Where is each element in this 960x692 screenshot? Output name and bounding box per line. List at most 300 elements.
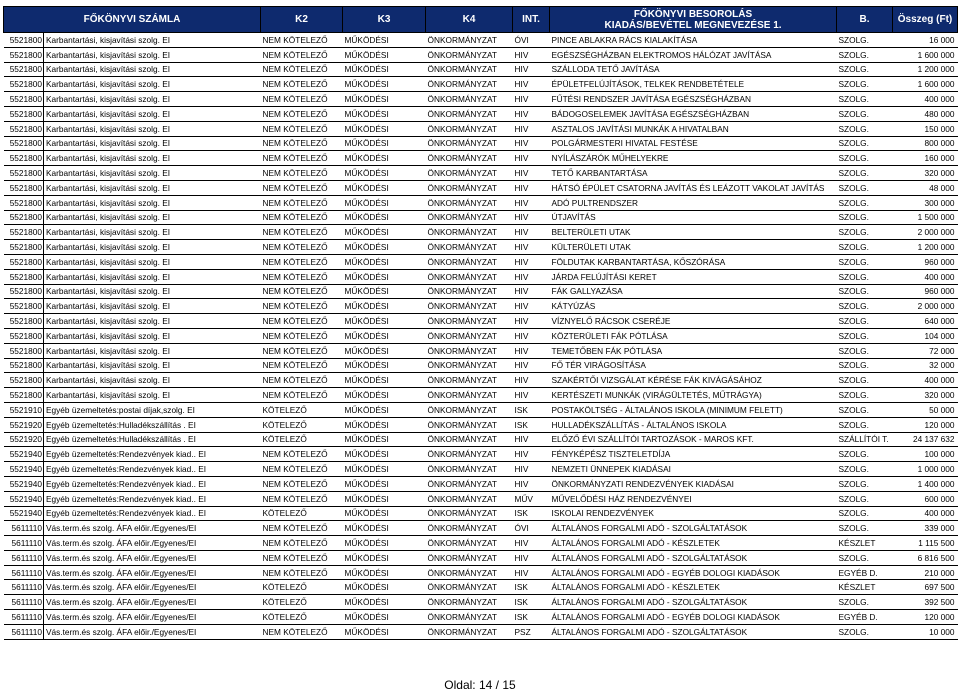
cell-description: EGÉSZSÉGHÁZBAN ELEKTROMOS HÁLÓZAT JAVÍTÁSA [550, 47, 837, 62]
cell-account-name: Karbantartási, kisjavítási szolg. EI [44, 180, 261, 195]
cell-account-code: 5521940 [4, 491, 44, 506]
table-row [4, 388, 958, 403]
cell-k4: ÖNKORMÁNYZAT [426, 447, 513, 462]
cell-int: ISK [513, 402, 550, 417]
cell-account-name: Egyéb üzemeltetés:Hulladékszállítás . EI [44, 417, 261, 432]
cell-account-name: Karbantartási, kisjavítási szolg. EI [44, 314, 261, 329]
cell-amount: 320 000 [893, 388, 958, 403]
cell-description: BÁDOGOSELEMEK JAVÍTÁSA EGÉSZSÉGHÁZBAN [550, 106, 837, 121]
cell-int: HIV [513, 328, 550, 343]
cell-description: ÁLTALÁNOS FORGALMI ADÓ - KÉSZLETEK [550, 536, 837, 551]
cell-account-name: Karbantartási, kisjavítási szolg. EI [44, 373, 261, 388]
cell-k4: ÖNKORMÁNYZAT [426, 536, 513, 551]
cell-description: FÁK GALLYAZÁSA [550, 284, 837, 299]
cell-amount: 1 200 000 [893, 62, 958, 77]
cell-k4: ÖNKORMÁNYZAT [426, 580, 513, 595]
cell-k4: ÖNKORMÁNYZAT [426, 358, 513, 373]
table-row [4, 195, 958, 210]
cell-amount: 1 400 000 [893, 476, 958, 491]
cell-k3: MŰKÖDÉSI [343, 432, 426, 447]
cell-account-code: 5521800 [4, 328, 44, 343]
cell-amount: 1 200 000 [893, 240, 958, 255]
cell-k4: ÖNKORMÁNYZAT [426, 121, 513, 136]
cell-account-name: Karbantartási, kisjavítási szolg. EI [44, 210, 261, 225]
cell-int: PSZ [513, 624, 550, 639]
cell-description: TETŐ KARBANTARTÁSA [550, 166, 837, 181]
cell-int: HIV [513, 314, 550, 329]
cell-k3: MŰKÖDÉSI [343, 462, 426, 477]
cell-amount: 50 000 [893, 402, 958, 417]
cell-account-code: 5611110 [4, 624, 44, 639]
cell-amount: 1 600 000 [893, 77, 958, 92]
cell-b: KÉSZLET [837, 580, 893, 595]
cell-k2: NEM KÖTELEZŐ [261, 195, 343, 210]
cell-int: ISK [513, 595, 550, 610]
cell-amount: 800 000 [893, 136, 958, 151]
cell-b: SZOLG. [837, 121, 893, 136]
cell-description: ASZTALOS JAVÍTÁSI MUNKÁK A HIVATALBAN [550, 121, 837, 136]
cell-k4: ÖNKORMÁNYZAT [426, 550, 513, 565]
cell-k4: ÖNKORMÁNYZAT [426, 195, 513, 210]
cell-description: ELŐZŐ ÉVI SZÁLLÍTÓI TARTOZÁSOK - MAROS KFT. [550, 432, 837, 447]
cell-amount: 640 000 [893, 314, 958, 329]
cell-account-code: 5521800 [4, 284, 44, 299]
cell-description: ÖNKORMÁNYZATI RENDEZVÉNYEK KIADÁSAI [550, 476, 837, 491]
cell-k2: NEM KÖTELEZŐ [261, 62, 343, 77]
cell-k2: KÖTELEZŐ [261, 595, 343, 610]
cell-account-code: 5521940 [4, 506, 44, 521]
cell-k4: ÖNKORMÁNYZAT [426, 624, 513, 639]
cell-b: SZOLG. [837, 269, 893, 284]
cell-account-code: 5521800 [4, 225, 44, 240]
cell-amount: 400 000 [893, 373, 958, 388]
cell-amount: 400 000 [893, 269, 958, 284]
cell-k4: ÖNKORMÁNYZAT [426, 254, 513, 269]
cell-amount: 16 000 [893, 33, 958, 48]
cell-int: ÓVI [513, 33, 550, 48]
cell-k2: NEM KÖTELEZŐ [261, 33, 343, 48]
cell-description: ÁLTALÁNOS FORGALMI ADÓ - KÉSZLETEK [550, 580, 837, 595]
cell-k3: MŰKÖDÉSI [343, 550, 426, 565]
cell-b: SZOLG. [837, 166, 893, 181]
table-row [4, 536, 958, 551]
cell-description: HULLADÉKSZÁLLÍTÁS - ÁLTALÁNOS ISKOLA [550, 417, 837, 432]
cell-k4: ÖNKORMÁNYZAT [426, 210, 513, 225]
cell-k2: KÖTELEZŐ [261, 610, 343, 625]
cell-description: FÉNYKÉPÉSZ TISZTELETDÍJA [550, 447, 837, 462]
cell-account-code: 5521800 [4, 343, 44, 358]
header-fokonyvi-szamla: FŐKÖNYVI SZÁMLA [4, 7, 261, 33]
cell-k2: NEM KÖTELEZŐ [261, 269, 343, 284]
cell-account-name: Karbantartási, kisjavítási szolg. EI [44, 284, 261, 299]
cell-account-name: Egyéb üzemeltetés:Rendezvények kiad.. EI [44, 476, 261, 491]
cell-description: ÚTJAVÍTÁS [550, 210, 837, 225]
cell-k3: MŰKÖDÉSI [343, 506, 426, 521]
cell-k3: MŰKÖDÉSI [343, 225, 426, 240]
cell-account-name: Karbantartási, kisjavítási szolg. EI [44, 33, 261, 48]
cell-account-name: Karbantartási, kisjavítási szolg. EI [44, 121, 261, 136]
cell-account-code: 5521800 [4, 358, 44, 373]
cell-int: HIV [513, 269, 550, 284]
cell-amount: 24 137 632 [893, 432, 958, 447]
cell-k3: MŰKÖDÉSI [343, 580, 426, 595]
cell-account-name: Karbantartási, kisjavítási szolg. EI [44, 195, 261, 210]
table-row [4, 92, 958, 107]
cell-k3: MŰKÖDÉSI [343, 92, 426, 107]
cell-account-code: 5521800 [4, 210, 44, 225]
cell-k2: NEM KÖTELEZŐ [261, 491, 343, 506]
cell-amount: 1 600 000 [893, 47, 958, 62]
cell-description: FÖLDUTAK KARBANTARTÁSA, KŐSZÓRÁSA [550, 254, 837, 269]
cell-description: KÁTYÚZÁS [550, 299, 837, 314]
cell-k2: NEM KÖTELEZŐ [261, 299, 343, 314]
cell-account-code: 5521920 [4, 432, 44, 447]
cell-account-code: 5521800 [4, 106, 44, 121]
cell-description: ÁLTALÁNOS FORGALMI ADÓ - SZOLGÁLTATÁSOK [550, 624, 837, 639]
cell-k3: MŰKÖDÉSI [343, 328, 426, 343]
cell-k4: ÖNKORMÁNYZAT [426, 417, 513, 432]
cell-k4: ÖNKORMÁNYZAT [426, 47, 513, 62]
cell-description: HÁTSÓ ÉPÜLET CSATORNA JAVÍTÁS ÉS LEÁZOTT VAKOLAT JAVÍTÁS [550, 180, 837, 195]
cell-account-name: Vás.term.és szolg. ÁFA előir./Egyenes/EI [44, 624, 261, 639]
cell-b: SZOLG. [837, 62, 893, 77]
cell-account-code: 5521800 [4, 299, 44, 314]
cell-account-name: Karbantartási, kisjavítási szolg. EI [44, 166, 261, 181]
table-row [4, 565, 958, 580]
cell-int: HIV [513, 121, 550, 136]
cell-int: HIV [513, 180, 550, 195]
cell-k3: MŰKÖDÉSI [343, 210, 426, 225]
cell-k3: MŰKÖDÉSI [343, 343, 426, 358]
cell-account-name: Karbantartási, kisjavítási szolg. EI [44, 225, 261, 240]
cell-k4: ÖNKORMÁNYZAT [426, 328, 513, 343]
cell-k4: ÖNKORMÁNYZAT [426, 62, 513, 77]
cell-k4: ÖNKORMÁNYZAT [426, 506, 513, 521]
cell-account-code: 5521800 [4, 240, 44, 255]
cell-description: FŰTÉSI RENDSZER JAVÍTÁSA EGÉSZSÉGHÁZBAN [550, 92, 837, 107]
cell-b: EGYÉB D. [837, 565, 893, 580]
cell-k2: KÖTELEZŐ [261, 402, 343, 417]
cell-k4: ÖNKORMÁNYZAT [426, 269, 513, 284]
cell-account-name: Karbantartási, kisjavítási szolg. EI [44, 240, 261, 255]
cell-int: HIV [513, 77, 550, 92]
cell-k4: ÖNKORMÁNYZAT [426, 402, 513, 417]
cell-k3: MŰKÖDÉSI [343, 417, 426, 432]
cell-account-name: Vás.term.és szolg. ÁFA előir./Egyenes/EI [44, 536, 261, 551]
table-row [4, 210, 958, 225]
table-row [4, 47, 958, 62]
table-row [4, 136, 958, 151]
cell-k2: NEM KÖTELEZŐ [261, 565, 343, 580]
cell-int: ISK [513, 580, 550, 595]
cell-account-code: 5521920 [4, 417, 44, 432]
table-row [4, 610, 958, 625]
table-row [4, 624, 958, 639]
header-osszeg: Összeg (Ft) [893, 7, 958, 33]
cell-k2: NEM KÖTELEZŐ [261, 476, 343, 491]
cell-k2: NEM KÖTELEZŐ [261, 136, 343, 151]
budget-table [3, 6, 958, 640]
table-row [4, 580, 958, 595]
table-row [4, 521, 958, 536]
cell-account-code: 5521940 [4, 462, 44, 477]
cell-k3: MŰKÖDÉSI [343, 447, 426, 462]
table-row [4, 343, 958, 358]
cell-k2: NEM KÖTELEZŐ [261, 328, 343, 343]
cell-description: ÁLTALÁNOS FORGALMI ADÓ - SZOLGÁLTATÁSOK [550, 521, 837, 536]
cell-k2: NEM KÖTELEZŐ [261, 240, 343, 255]
cell-int: HIV [513, 432, 550, 447]
cell-b: SZOLG. [837, 284, 893, 299]
cell-int: HIV [513, 358, 550, 373]
cell-int: HIV [513, 284, 550, 299]
cell-description: POSTAKÖLTSÉG - ÁLTALÁNOS ISKOLA (MINIMUM FELETT) [550, 402, 837, 417]
table-row [4, 121, 958, 136]
cell-k4: ÖNKORMÁNYZAT [426, 180, 513, 195]
header-k3: K3 [343, 7, 426, 33]
cell-account-name: Vás.term.és szolg. ÁFA előir./Egyenes/EI [44, 550, 261, 565]
table-row [4, 432, 958, 447]
cell-account-code: 5611110 [4, 595, 44, 610]
cell-account-name: Vás.term.és szolg. ÁFA előir./Egyenes/EI [44, 580, 261, 595]
cell-b: SZOLG. [837, 417, 893, 432]
cell-b: SZOLG. [837, 92, 893, 107]
cell-description: KÜLTERÜLETI UTAK [550, 240, 837, 255]
cell-k4: ÖNKORMÁNYZAT [426, 240, 513, 255]
table-row [4, 225, 958, 240]
cell-k4: ÖNKORMÁNYZAT [426, 521, 513, 536]
cell-int: HIV [513, 254, 550, 269]
cell-description: NYÍLÁSZÁRÓK MŰHELYEKRE [550, 151, 837, 166]
cell-int: HIV [513, 536, 550, 551]
cell-account-name: Vás.term.és szolg. ÁFA előir./Egyenes/EI [44, 521, 261, 536]
cell-k2: NEM KÖTELEZŐ [261, 624, 343, 639]
cell-b: SZOLG. [837, 77, 893, 92]
cell-account-code: 5521800 [4, 180, 44, 195]
table-row [4, 462, 958, 477]
cell-int: HIV [513, 47, 550, 62]
cell-account-code: 5521940 [4, 476, 44, 491]
cell-amount: 210 000 [893, 565, 958, 580]
cell-description: ÉPÜLETFELÚJÍTÁSOK, TELKEK RENDBETÉTELE [550, 77, 837, 92]
table-row [4, 62, 958, 77]
table-row [4, 269, 958, 284]
cell-account-name: Karbantartási, kisjavítási szolg. EI [44, 106, 261, 121]
cell-k2: NEM KÖTELEZŐ [261, 210, 343, 225]
table-row [4, 402, 958, 417]
cell-description: BELTERÜLETI UTAK [550, 225, 837, 240]
cell-b: SZÁLLÍTÓI T. [837, 432, 893, 447]
table-row [4, 373, 958, 388]
cell-k2: NEM KÖTELEZŐ [261, 225, 343, 240]
cell-account-code: 5521800 [4, 254, 44, 269]
cell-k4: ÖNKORMÁNYZAT [426, 106, 513, 121]
table-row [4, 106, 958, 121]
cell-k4: ÖNKORMÁNYZAT [426, 136, 513, 151]
cell-account-name: Karbantartási, kisjavítási szolg. EI [44, 151, 261, 166]
cell-account-code: 5521800 [4, 62, 44, 77]
cell-int: HIV [513, 62, 550, 77]
table-row [4, 447, 958, 462]
cell-amount: 1 000 000 [893, 462, 958, 477]
cell-k2: NEM KÖTELEZŐ [261, 462, 343, 477]
cell-b: SZOLG. [837, 447, 893, 462]
cell-amount: 2 000 000 [893, 225, 958, 240]
cell-account-code: 5611110 [4, 550, 44, 565]
cell-b: SZOLG. [837, 210, 893, 225]
cell-description: JÁRDA FELÚJÍTÁSI KERET [550, 269, 837, 284]
cell-k3: MŰKÖDÉSI [343, 299, 426, 314]
cell-account-code: 5521910 [4, 402, 44, 417]
header-besorolas: FŐKÖNYVI BESOROLÁS KIADÁS/BEVÉTEL MEGNEVEZÉSE 1. [550, 7, 837, 33]
cell-int: ISK [513, 506, 550, 521]
cell-k3: MŰKÖDÉSI [343, 314, 426, 329]
table-header-row [4, 7, 958, 33]
cell-k2: NEM KÖTELEZŐ [261, 358, 343, 373]
cell-int: HIV [513, 106, 550, 121]
cell-account-name: Vás.term.és szolg. ÁFA előir./Egyenes/EI [44, 595, 261, 610]
cell-int: HIV [513, 373, 550, 388]
cell-k4: ÖNKORMÁNYZAT [426, 491, 513, 506]
cell-amount: 960 000 [893, 254, 958, 269]
cell-k3: MŰKÖDÉSI [343, 195, 426, 210]
cell-amount: 72 000 [893, 343, 958, 358]
cell-account-code: 5521800 [4, 121, 44, 136]
cell-int: HIV [513, 388, 550, 403]
table-row [4, 417, 958, 432]
cell-amount: 300 000 [893, 195, 958, 210]
table-row [4, 240, 958, 255]
cell-description: ÁLTALÁNOS FORGALMI ADÓ - EGYÉB DOLOGI KIADÁSOK [550, 610, 837, 625]
table-row [4, 550, 958, 565]
cell-account-name: Karbantartási, kisjavítási szolg. EI [44, 299, 261, 314]
cell-k2: NEM KÖTELEZŐ [261, 343, 343, 358]
cell-int: HIV [513, 550, 550, 565]
cell-amount: 32 000 [893, 358, 958, 373]
cell-account-name: Karbantartási, kisjavítási szolg. EI [44, 77, 261, 92]
cell-int: ISK [513, 610, 550, 625]
cell-k3: MŰKÖDÉSI [343, 77, 426, 92]
cell-k2: NEM KÖTELEZŐ [261, 314, 343, 329]
page-number: Oldal: 14 / 15 [444, 678, 516, 692]
cell-account-name: Egyéb üzemeltetés:Rendezvények kiad.. EI [44, 462, 261, 477]
cell-k3: MŰKÖDÉSI [343, 254, 426, 269]
cell-account-code: 5611110 [4, 580, 44, 595]
cell-amount: 2 000 000 [893, 299, 958, 314]
cell-description: ISKOLAI RENDEZVÉNYEK [550, 506, 837, 521]
cell-amount: 400 000 [893, 506, 958, 521]
cell-k3: MŰKÖDÉSI [343, 180, 426, 195]
cell-k4: ÖNKORMÁNYZAT [426, 432, 513, 447]
table-row [4, 151, 958, 166]
cell-k4: ÖNKORMÁNYZAT [426, 284, 513, 299]
header-k4: K4 [426, 7, 513, 33]
cell-description: TEMETŐBEN FÁK PÓTLÁSA [550, 343, 837, 358]
cell-b: SZOLG. [837, 151, 893, 166]
cell-int: HIV [513, 225, 550, 240]
cell-k2: KÖTELEZŐ [261, 506, 343, 521]
table-row [4, 506, 958, 521]
cell-int: HIV [513, 136, 550, 151]
cell-account-name: Karbantartási, kisjavítási szolg. EI [44, 358, 261, 373]
cell-k2: NEM KÖTELEZŐ [261, 536, 343, 551]
header-int: INT. [513, 7, 550, 33]
cell-b: SZOLG. [837, 254, 893, 269]
cell-account-code: 5611110 [4, 536, 44, 551]
cell-b: SZOLG. [837, 373, 893, 388]
cell-account-name: Egyéb üzemeltetés:Rendezvények kiad.. EI [44, 491, 261, 506]
cell-k4: ÖNKORMÁNYZAT [426, 610, 513, 625]
cell-b: SZOLG. [837, 299, 893, 314]
cell-amount: 320 000 [893, 166, 958, 181]
cell-k2: NEM KÖTELEZŐ [261, 121, 343, 136]
cell-account-code: 5611110 [4, 565, 44, 580]
cell-k3: MŰKÖDÉSI [343, 402, 426, 417]
cell-k3: MŰKÖDÉSI [343, 106, 426, 121]
cell-amount: 100 000 [893, 447, 958, 462]
cell-account-name: Karbantartási, kisjavítási szolg. EI [44, 136, 261, 151]
cell-k2: NEM KÖTELEZŐ [261, 166, 343, 181]
cell-description: ÁLTALÁNOS FORGALMI ADÓ - SZOLGÁLTATÁSOK [550, 595, 837, 610]
cell-k2: NEM KÖTELEZŐ [261, 106, 343, 121]
cell-account-name: Karbantartási, kisjavítási szolg. EI [44, 254, 261, 269]
cell-b: SZOLG. [837, 47, 893, 62]
table-body [4, 33, 958, 640]
cell-k2: KÖTELEZŐ [261, 580, 343, 595]
header-k2: K2 [261, 7, 343, 33]
cell-k3: MŰKÖDÉSI [343, 491, 426, 506]
table-row [4, 166, 958, 181]
cell-int: HIV [513, 92, 550, 107]
table-row [4, 254, 958, 269]
cell-b: SZOLG. [837, 595, 893, 610]
cell-k4: ÖNKORMÁNYZAT [426, 343, 513, 358]
cell-int: HIV [513, 166, 550, 181]
cell-description: NEMZETI ÜNNEPEK KIADÁSAI [550, 462, 837, 477]
cell-k2: NEM KÖTELEZŐ [261, 77, 343, 92]
cell-b: SZOLG. [837, 624, 893, 639]
cell-k4: ÖNKORMÁNYZAT [426, 314, 513, 329]
cell-k3: MŰKÖDÉSI [343, 536, 426, 551]
cell-description: KERTÉSZETI MUNKÁK (VIRÁGÜLTETÉS, MŰTRÁGYA) [550, 388, 837, 403]
cell-k3: MŰKÖDÉSI [343, 373, 426, 388]
cell-amount: 339 000 [893, 521, 958, 536]
cell-b: SZOLG. [837, 328, 893, 343]
cell-account-name: Karbantartási, kisjavítási szolg. EI [44, 62, 261, 77]
cell-b: SZOLG. [837, 240, 893, 255]
cell-b: SZOLG. [837, 476, 893, 491]
cell-int: HIV [513, 195, 550, 210]
cell-k4: ÖNKORMÁNYZAT [426, 225, 513, 240]
cell-description: ÁLTALÁNOS FORGALMI ADÓ - EGYÉB DOLOGI KIADÁSOK [550, 565, 837, 580]
cell-description: PINCE ABLAKRA RÁCS KIALAKÍTÁSA [550, 33, 837, 48]
cell-k2: NEM KÖTELEZŐ [261, 151, 343, 166]
cell-amount: 6 816 500 [893, 550, 958, 565]
table-row [4, 328, 958, 343]
table-row [4, 284, 958, 299]
table-row [4, 491, 958, 506]
cell-account-code: 5521800 [4, 269, 44, 284]
cell-b: EGYÉB D. [837, 610, 893, 625]
cell-k2: NEM KÖTELEZŐ [261, 254, 343, 269]
cell-int: HIV [513, 299, 550, 314]
cell-b: SZOLG. [837, 402, 893, 417]
cell-k3: MŰKÖDÉSI [343, 269, 426, 284]
cell-int: HIV [513, 240, 550, 255]
cell-k3: MŰKÖDÉSI [343, 476, 426, 491]
cell-account-code: 5521800 [4, 388, 44, 403]
cell-account-code: 5521800 [4, 92, 44, 107]
